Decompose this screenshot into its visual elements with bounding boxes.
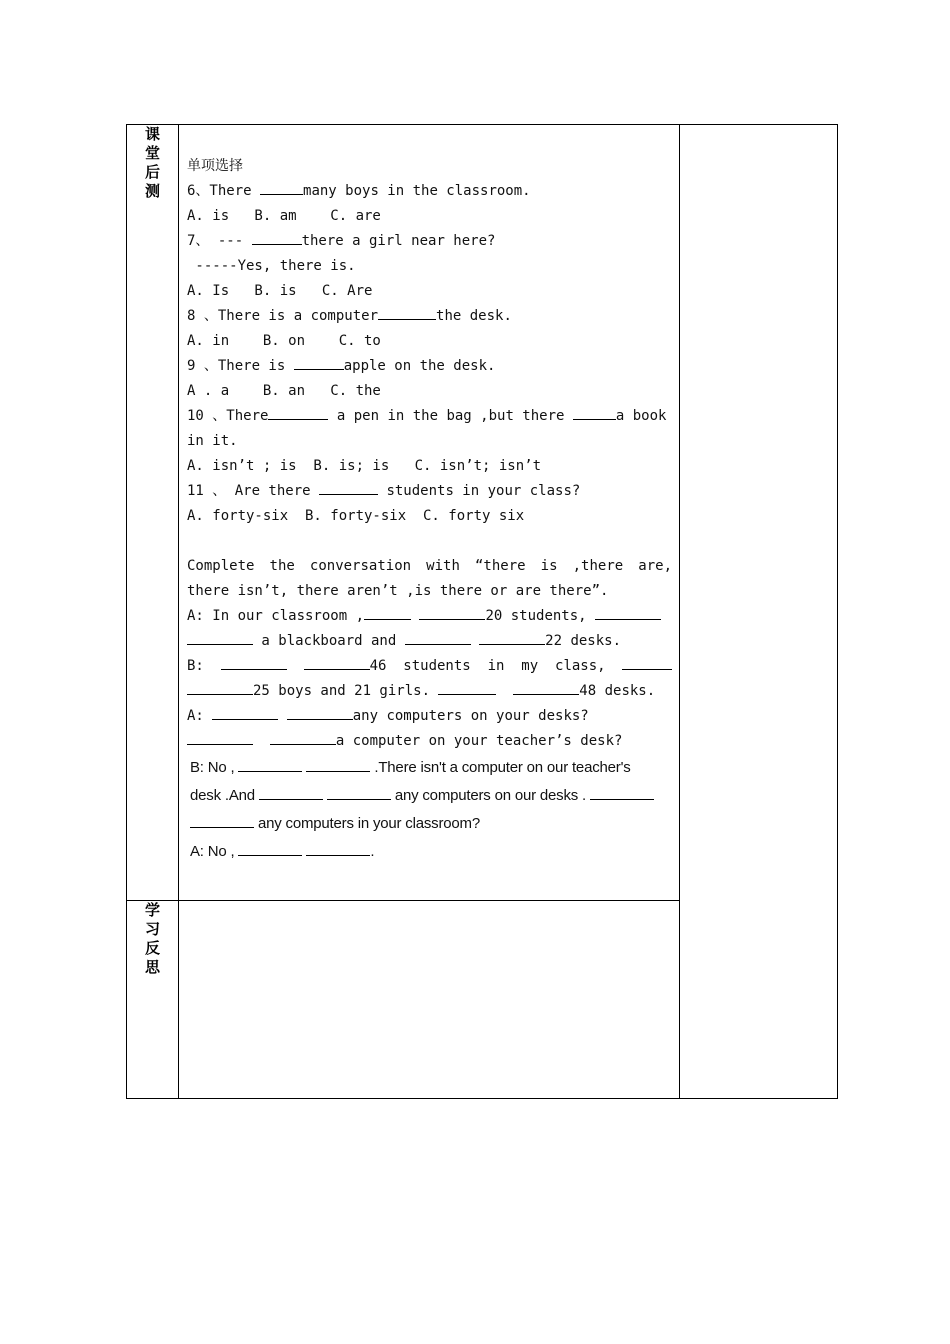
answer-blank (327, 784, 391, 800)
conversation-line-3: B: 46 students in my class, (187, 654, 672, 679)
test-content-cell (179, 125, 680, 901)
exercise-content (179, 125, 679, 866)
question-10-continued: in it. (187, 433, 238, 449)
spacer (187, 529, 672, 554)
answer-blank (573, 404, 616, 420)
question-7-reply: -----Yes, there is. (187, 258, 356, 274)
question-9: 9 、There is apple on the desk. (187, 354, 672, 379)
reflection-content-cell (179, 901, 680, 1099)
answer-blank (378, 304, 436, 320)
conversation-line-9: any computers in your classroom? (187, 810, 672, 838)
answer-blank (190, 812, 254, 828)
answer-blank (268, 404, 328, 420)
question-6-options: A. is B. am C. are (187, 208, 381, 224)
answer-blank (260, 179, 303, 195)
question-6: 6、There many boys in the classroom. (187, 179, 672, 204)
question-7-options: A. Is B. is C. Are (187, 283, 373, 299)
question-11: 11 、 Are there students in your class? (187, 479, 672, 504)
answer-blank (364, 604, 411, 620)
conversation-line-10: A: No , . (187, 838, 672, 866)
answer-blank (187, 629, 253, 645)
answer-blank (405, 629, 471, 645)
conversation-line-5: A: any computers on your desks? (187, 704, 672, 729)
test-label-cell (127, 125, 179, 901)
section-label-test: 课堂后测 (144, 125, 160, 200)
exercise-heading: 单项选择 (187, 158, 243, 174)
conversation-instruction-1: Complete the conversation with “there is ,there are, (187, 558, 672, 574)
question-7: 7、 --- there a girl near here? (187, 229, 672, 254)
conversation-line-2: a blackboard and 22 desks. (187, 629, 672, 654)
conversation-line-7: B: No , .There isn't a computer on our teacher's (187, 754, 672, 782)
question-11-options: A. forty-six B. forty-six C. forty six (187, 508, 525, 524)
answer-blank (238, 756, 302, 772)
notes-column (680, 125, 838, 1099)
answer-blank (187, 679, 253, 695)
question-8-options: A. in B. on C. to (187, 333, 381, 349)
worksheet-table (126, 124, 838, 1098)
answer-blank (513, 679, 579, 695)
conversation-line-1: A: In our classroom , 20 students, (187, 604, 672, 629)
conversation-line-4: 25 boys and 21 girls. 48 desks. (187, 679, 672, 704)
answer-blank (306, 840, 370, 856)
answer-blank (212, 704, 278, 720)
question-10-options: A. isn’t ; is B. is; is C. isn’t; isn’t (187, 458, 542, 474)
conversation-instruction-2: there isn’t, there aren’t ,is there or are there”. (187, 583, 609, 599)
answer-blank (221, 654, 287, 670)
answer-blank (419, 604, 485, 620)
answer-blank (270, 729, 336, 745)
answer-blank (304, 654, 370, 670)
question-9-options: A . a B. an C. the (187, 383, 381, 399)
answer-blank (187, 729, 253, 745)
conversation-line-6: a computer on your teacher’s desk? (187, 729, 672, 754)
answer-blank (294, 354, 344, 370)
answer-blank (259, 784, 323, 800)
conversation-line-8: desk .And any computers on our desks . (187, 782, 672, 810)
after-class-test-row (127, 125, 838, 901)
answer-blank (622, 654, 672, 670)
answer-blank (438, 679, 496, 695)
answer-blank (595, 604, 661, 620)
question-10: 10 、There a pen in the bag ,but there a book (187, 404, 672, 429)
answer-blank (306, 756, 370, 772)
reflection-label-cell (127, 901, 179, 1099)
question-8: 8 、There is a computer the desk. (187, 304, 672, 329)
answer-blank (590, 784, 654, 800)
answer-blank (238, 840, 302, 856)
section-label-reflection: 学习反思 (144, 901, 160, 976)
answer-blank (287, 704, 353, 720)
layout-grid (126, 124, 838, 1099)
answer-blank (252, 229, 302, 245)
answer-blank (319, 479, 378, 495)
answer-blank (479, 629, 545, 645)
